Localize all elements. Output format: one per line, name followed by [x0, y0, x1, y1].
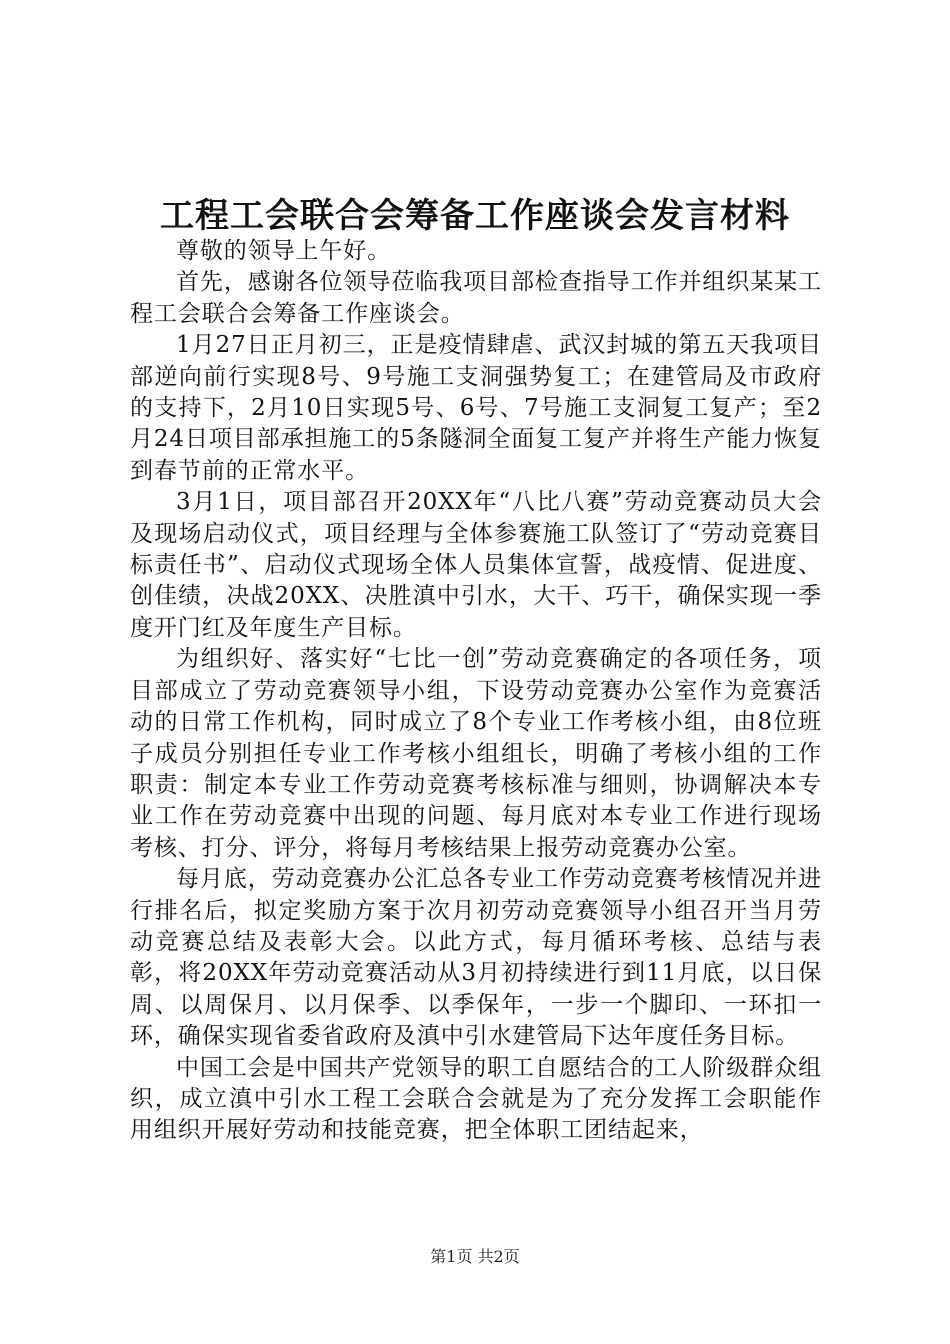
- paragraph-thanks: 首先，感谢各位领导莅临我项目部检查指导工作并组织某某工程工会联合会筹备工作座谈会。: [130, 269, 822, 327]
- paragraph-greeting: 尊敬的领导上午好。: [176, 238, 392, 264]
- paragraph-union: 中国工会是中国共产党领导的职工自愿结合的工人阶级群众组织，成立滇中引水工程工会联合会就是为了充分发挥工会职能作用组织开展好劳动和技能竞赛，把全体职工团结起来，: [130, 1054, 822, 1144]
- paragraph-organization: 为组织好、落实好“七比一创”劳动竞赛确定的各项任务，项目部成立了劳动竞赛领导小组，下设劳动竞赛办公室作为竞赛活动的日常工作机构，同时成立了8个专业工作考核小组，由8位班子成员分别担任专业工作考核小组组长，明确了考核小组的工作职责：制定本专业工作劳动竞赛考核标准与细则，协调解决本专业工作在劳动竞赛中出现的问题、每月底对本专业工作进行现场考核、打分、评分，将每月考核结果上报劳动竞赛办公室。: [130, 646, 822, 861]
- document-body: [130, 236, 822, 1147]
- paragraph-competition-launch: 3月1日，项目部召开20XX年“八比八赛”劳动竞赛动员大会及现场启动仪式，项目经理与全体参赛施工队签订了“劳动竞赛目标责任书”、启动仪式现场全体人员集体宣誓，战疫情、促进度、创佳绩，决战20XX、决胜滇中引水，大干、巧干，确保实现一季度开门红及年度生产目标。: [130, 489, 822, 641]
- paragraph-resumption: 1月27日正月初三，正是疫情肆虐、武汉封城的第五天我项目部逆向前行实现8号、9号施工支洞强势复工；在建管局及市政府的支持下，2月10日实现5号、6号、7号施工支洞复工复产；至2月24日项目部承担施工的5条隧洞全面复工复产并将生产能力恢复到春节前的正常水平。: [130, 332, 822, 484]
- document-title: 工程工会联合会筹备工作座谈会发言材料: [160, 196, 790, 236]
- page-footer: 第1页 共2页: [430, 1247, 520, 1266]
- paragraph-monthly-review: 每月底，劳动竞赛办公汇总各专业工作劳动竞赛考核情况并进行排名后，拟定奖励方案于次月初劳动竞赛领导小组召开当月劳动竞赛总结及表彰大会。以此方式，每月循环考核、总结与表彰，将20XX年劳动竞赛活动从3月初持续进行到11月底，以日保周、以周保月、以月保季、以季保年，一步一个脚印、一环扣一环，确保实现省委省政府及滇中引水建管局下达年度任务目标。: [130, 866, 822, 1050]
